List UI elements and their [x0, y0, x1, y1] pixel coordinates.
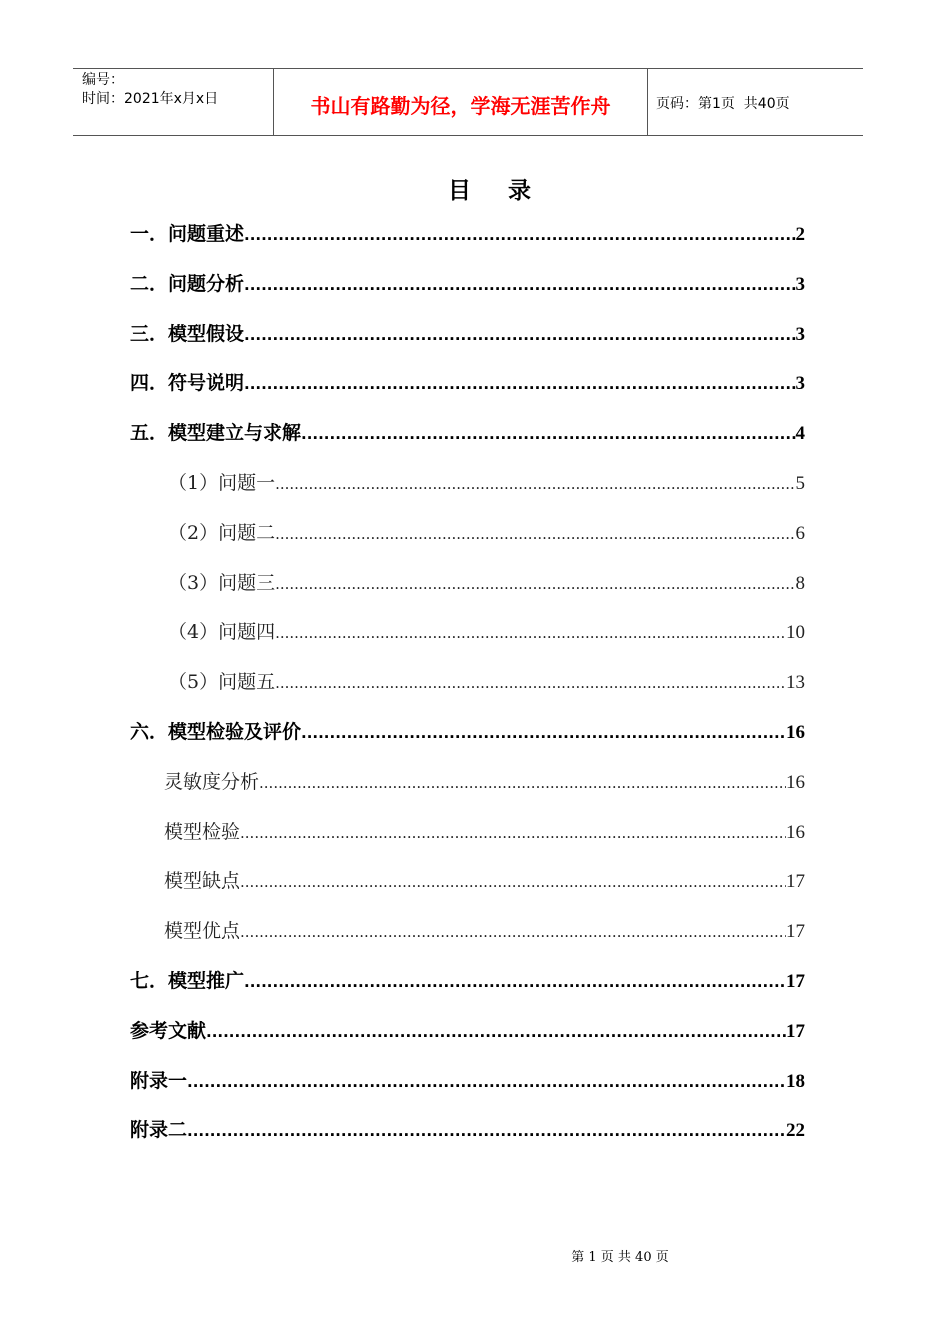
- toc-entry-label: 四．符号说明: [130, 372, 245, 394]
- toc-entry-label: （5）问题五: [168, 671, 276, 693]
- toc-entry-page: 3: [795, 274, 805, 295]
- toc-entry-label: 一．问题重述: [130, 223, 245, 245]
- toc-leader-dots: [301, 419, 795, 449]
- toc-entry-page: 17: [786, 1021, 805, 1042]
- toc-entry[interactable]: [164, 916, 805, 946]
- toc-entry-page: 10: [786, 622, 805, 643]
- toc-entry[interactable]: [130, 319, 805, 349]
- toc-entry-page: 6: [795, 523, 805, 544]
- toc-entry-label: 模型缺点: [164, 870, 241, 892]
- toc-entry-label: 二．问题分析: [130, 273, 245, 295]
- toc-entry-label: 模型优点: [164, 920, 241, 942]
- toc-entry[interactable]: [130, 717, 805, 747]
- toc-entry-label: 灵敏度分析: [164, 771, 260, 793]
- toc-entry-label: 附录一: [130, 1070, 188, 1092]
- toc-entry-label: 参考文献: [130, 1020, 207, 1042]
- header-meta: [73, 69, 274, 135]
- toc-entry-label: 附录二: [130, 1119, 188, 1141]
- toc-leader-dots: [244, 369, 795, 399]
- toc-leader-dots: [240, 917, 786, 947]
- toc-entry[interactable]: [130, 219, 805, 249]
- toc-entry[interactable]: [168, 468, 805, 498]
- toc-entry[interactable]: [130, 1066, 805, 1096]
- toc-entry-page: 17: [786, 871, 805, 892]
- toc-leader-dots: [244, 320, 795, 350]
- toc-entry-page: 17: [786, 921, 805, 942]
- toc-entry[interactable]: [130, 1016, 805, 1046]
- page-header: [73, 68, 863, 136]
- toc-entry[interactable]: [130, 1115, 805, 1145]
- page-footer: 第 1 页 共 40 页: [571, 1250, 669, 1265]
- toc-entry-label: （2）问题二: [168, 522, 276, 544]
- toc-entry[interactable]: [130, 368, 805, 398]
- document-number-label: 编号：: [82, 72, 124, 88]
- toc-entry[interactable]: [168, 518, 805, 548]
- toc-entry-label: （4）问题四: [168, 621, 276, 643]
- toc-entry-page: 2: [795, 224, 805, 245]
- toc-entry-page: 3: [795, 373, 805, 394]
- toc-title: 目 录: [447, 178, 533, 204]
- header-page-info: 页码：第1页 共40页: [656, 96, 790, 112]
- toc-entry-label: （1）问题一: [168, 472, 276, 494]
- document-date-label: 时间：2021年x月x日: [82, 91, 219, 107]
- toc-entry[interactable]: [130, 418, 805, 448]
- header-motto-cell: [274, 69, 648, 135]
- toc-leader-dots: [275, 668, 786, 698]
- toc-entry-label: （3）问题三: [168, 572, 276, 594]
- toc-leader-dots: [187, 1067, 786, 1097]
- toc-entry[interactable]: [164, 866, 805, 896]
- toc-entry-label: 三．模型假设: [130, 323, 245, 345]
- toc-entry-page: 4: [795, 423, 805, 444]
- toc-entry[interactable]: [168, 568, 805, 598]
- toc-entry[interactable]: [130, 269, 805, 299]
- toc-leader-dots: [240, 818, 786, 848]
- toc-entry[interactable]: [164, 817, 805, 847]
- toc-entry-page: 16: [786, 722, 805, 743]
- toc-entry-label: 六．模型检验及评价: [130, 721, 302, 743]
- toc-leader-dots: [275, 569, 795, 599]
- toc-entry-page: 22: [786, 1120, 805, 1141]
- toc-leader-dots: [301, 718, 786, 748]
- toc-entry-page: 17: [786, 971, 805, 992]
- toc-leader-dots: [244, 967, 786, 997]
- toc-leader-dots: [187, 1116, 786, 1146]
- toc-leader-dots: [244, 270, 795, 300]
- toc-entry-label: 七．模型推广: [130, 970, 245, 992]
- toc-entry[interactable]: [168, 617, 805, 647]
- header-motto: 书山有路勤为径，学海无涯苦作舟: [310, 93, 611, 118]
- toc-entry-page: 18: [786, 1071, 805, 1092]
- toc-leader-dots: [275, 618, 786, 648]
- toc-leader-dots: [275, 469, 795, 499]
- toc-entry-page: 13: [786, 672, 805, 693]
- toc-entry-page: 3: [795, 324, 805, 345]
- toc-entry-label: 五．模型建立与求解: [130, 422, 302, 444]
- toc-entry-page: 5: [795, 473, 805, 494]
- toc-leader-dots: [244, 220, 795, 250]
- toc-leader-dots: [240, 867, 786, 897]
- toc-entry-label: 模型检验: [164, 821, 241, 843]
- toc-entry-page: 8: [795, 573, 805, 594]
- toc-entry[interactable]: [130, 966, 805, 996]
- toc-entry[interactable]: [168, 667, 805, 697]
- toc-entry-page: 16: [786, 822, 805, 843]
- toc-entry[interactable]: [164, 767, 805, 797]
- header-page-cell: [648, 69, 863, 135]
- toc-entry-page: 16: [786, 772, 805, 793]
- toc-leader-dots: [275, 519, 795, 549]
- toc-leader-dots: [206, 1017, 786, 1047]
- toc-leader-dots: [259, 768, 786, 798]
